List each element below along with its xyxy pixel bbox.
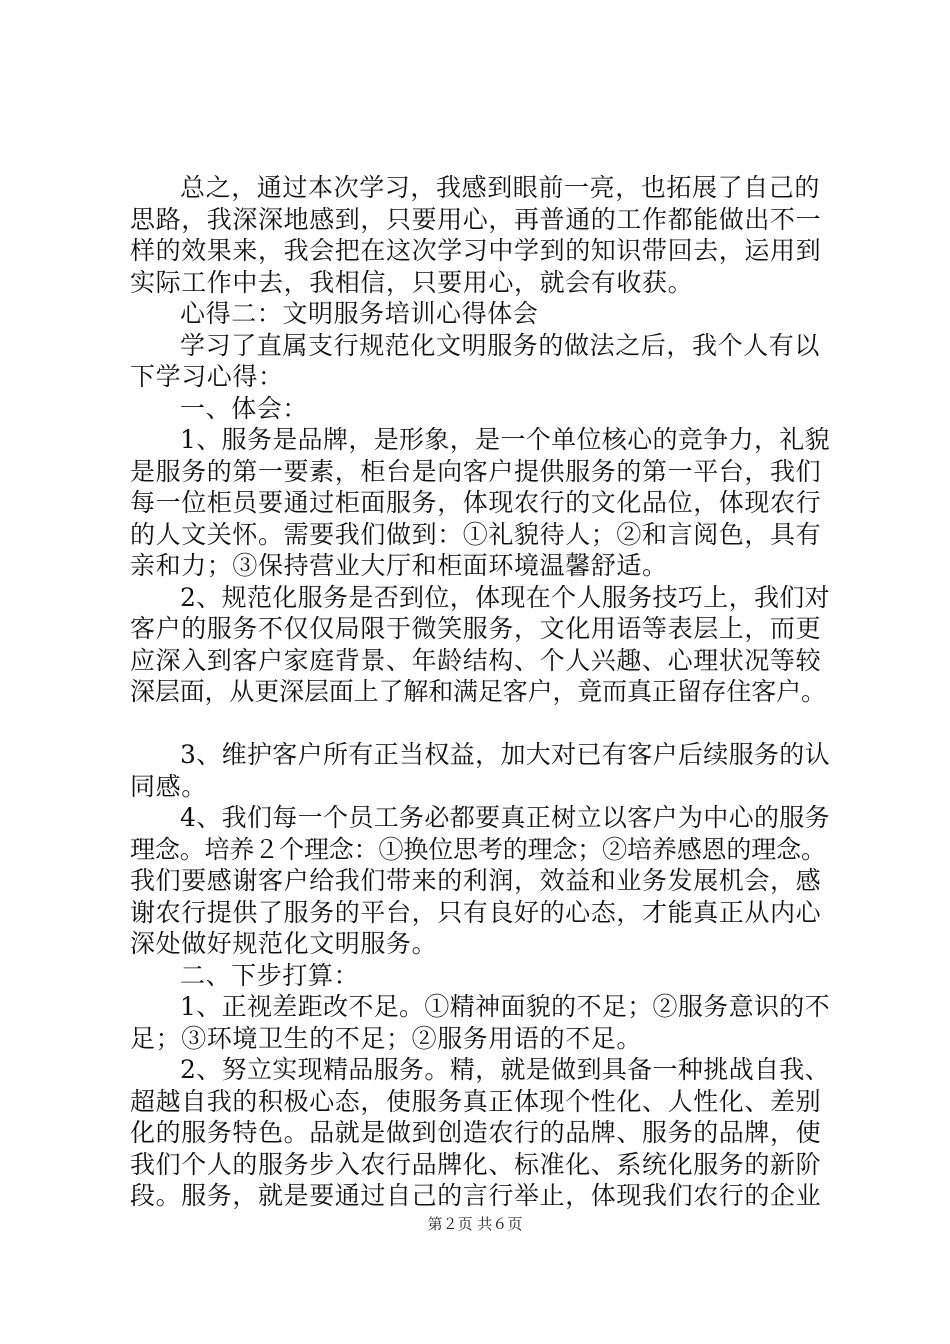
text-line: 实际工作中去，我相信，只要用心，就会有收获。: [130, 267, 694, 297]
text-line: 同感。: [130, 771, 207, 801]
text-line: 下学习心得：: [130, 362, 284, 391]
blank-line: [130, 708, 830, 740]
text-line: 我们要感谢客户给我们带来的利润，效益和业务发展机会，感: [130, 866, 822, 895]
text-line: 心得二：文明服务培训心得体会: [180, 299, 539, 328]
text-line: 1、服务是品牌，是形象，是一个单位核心的竞争力，礼貌: [180, 425, 831, 454]
text-line: 每一位柜员要通过柜面服务，体现农行的文化品位，体现农行: [130, 488, 822, 517]
text-line: 4、我们每一个员工务必都要真正树立以客户为中心的服务: [180, 803, 831, 832]
text-line: 亲和力；③保持营业大厅和柜面环境温馨舒适。: [130, 551, 668, 580]
text-line: 1、正视差距改不足。①精神面貌的不足；②服务意识的不: [180, 992, 831, 1021]
text-line: 理念。培养２个理念：①换位思考的理念；②培养感恩的理念。: [130, 834, 826, 864]
document-body: [130, 172, 830, 1212]
text-line: 应深入到客户家庭背景、年龄结构、个人兴趣、心理状况等较: [130, 645, 822, 675]
page-footer: 第２页 共６页: [427, 1215, 523, 1233]
text-line: 3、维护客户所有正当权益，加大对已有客户后续服务的认: [180, 740, 831, 769]
text-line: 段。服务，就是要通过自己的言行举止，体现我们农行的企业: [130, 1181, 822, 1210]
text-line: 的人文关怀。需要我们做到：①礼貌待人；②和言阅色，具有: [130, 519, 822, 549]
text-line: 超越自我的积极心态，使服务真正体现个性化、人性化、差别: [130, 1086, 822, 1116]
text-line: 客户的服务不仅仅局限于微笑服务，文化用语等表层上，而更: [130, 614, 822, 643]
text-line: 样的效果来，我会把在这次学习中学到的知识带回去，运用到: [130, 236, 822, 265]
text-line: 思路，我深深地感到，只要用心，再普通的工作都能做出不一: [130, 204, 822, 234]
text-line: 二、下步打算：: [180, 960, 360, 990]
text-line: 是服务的第一要素，柜台是向客户提供服务的第一平台，我们: [130, 456, 822, 486]
text-line: 化的服务特色。品就是做到创造农行的品牌、服务的品牌，使: [130, 1118, 822, 1147]
text-line: 深层面，从更深层面上了解和满足客户，竟而真正留存住客户。: [130, 677, 826, 706]
text-line: 总之，通过本次学习，我感到眼前一亮，也拓展了自己的: [180, 173, 821, 202]
text-line: 足；③环境卫生的不足；②服务用语的不足。: [130, 1023, 643, 1053]
text-line: 深处做好规范化文明服务。: [130, 929, 438, 958]
text-line: 一、体会：: [180, 393, 309, 423]
text-line: 我们个人的服务步入农行品牌化、标准化、系统化服务的新阶: [130, 1149, 822, 1179]
text-line: 学习了直属支行规范化文明服务的做法之后，我个人有以: [180, 330, 821, 360]
text-line: 2、规范化服务是否到位，体现在个人服务技巧上，我们对: [180, 582, 831, 612]
text-line: 2、努立实现精品服务。精，就是做到具备一种挑战自我、: [180, 1055, 831, 1084]
text-line: 谢农行提供了服务的平台，只有良好的心态，才能真正从内心: [130, 897, 822, 927]
